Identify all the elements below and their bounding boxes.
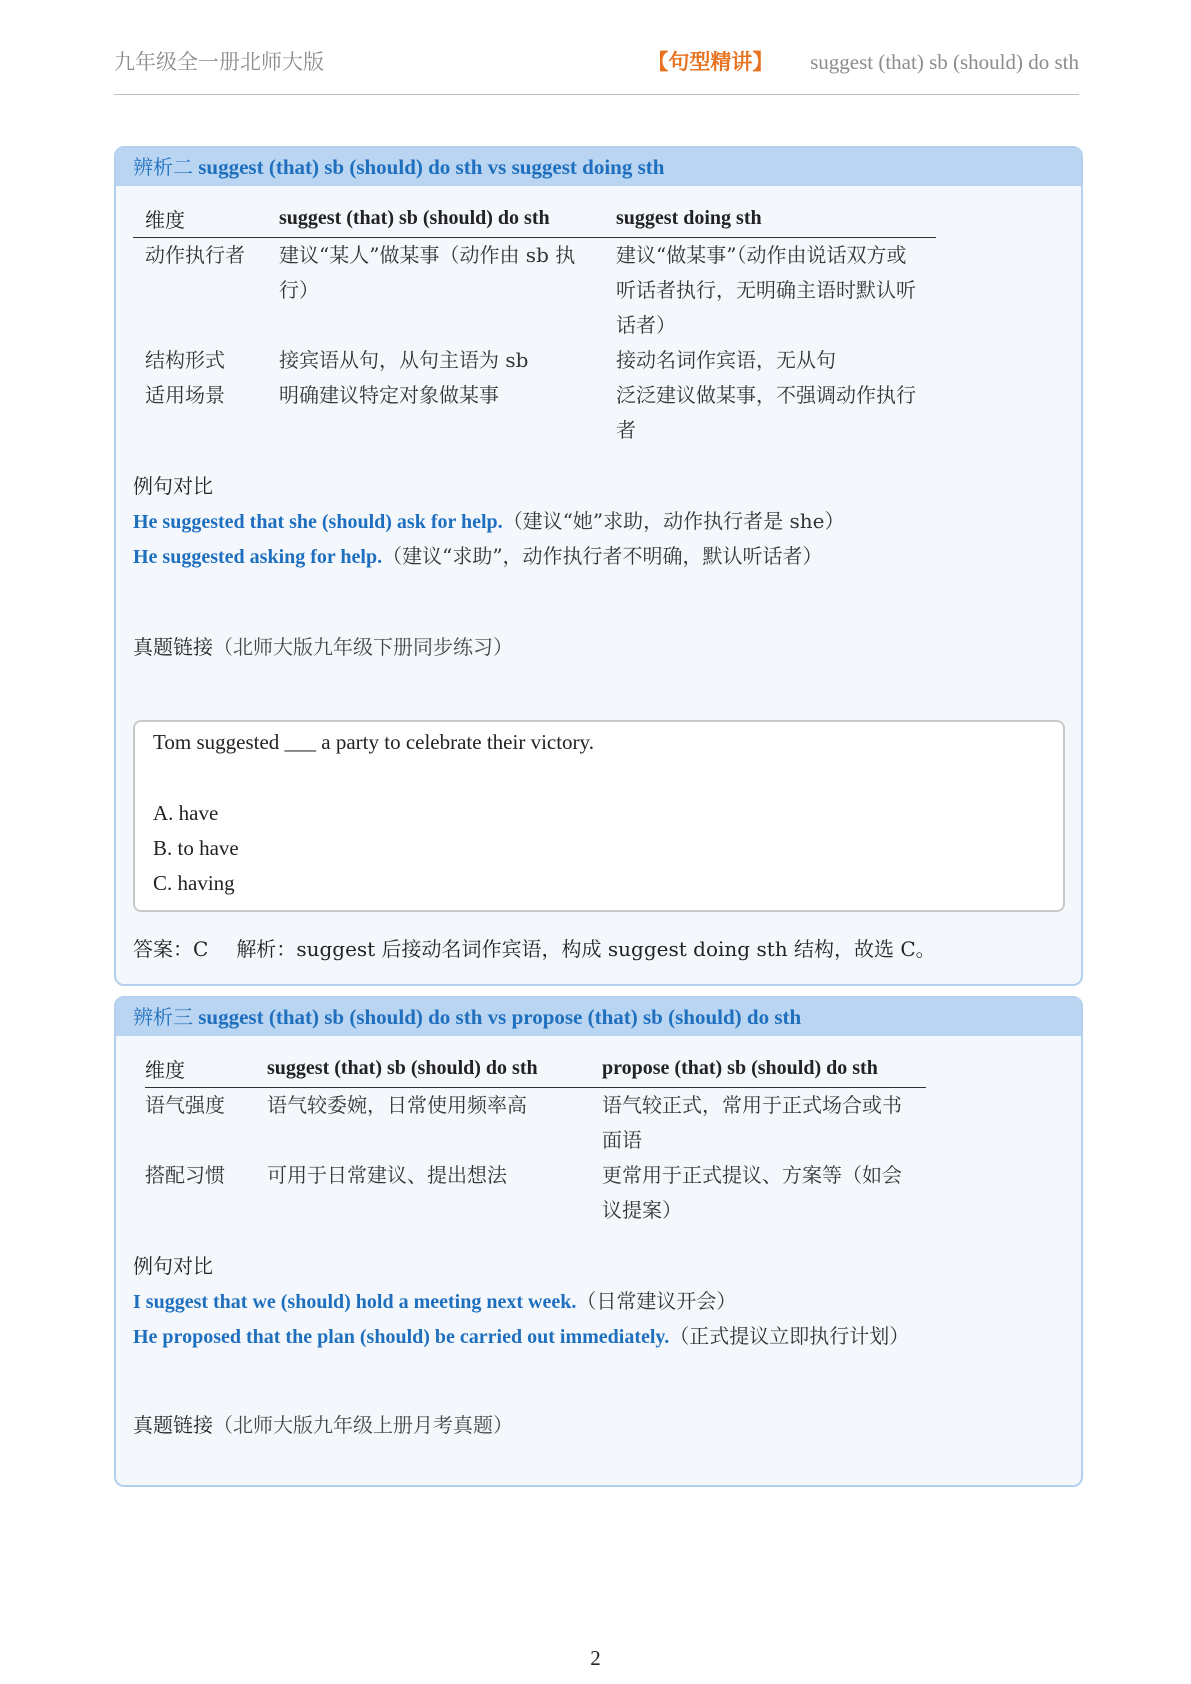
table-cell: 接宾语从句，从句主语为 sb bbox=[279, 348, 529, 372]
answer-label: 答案： bbox=[133, 937, 193, 961]
table-row bbox=[133, 378, 936, 448]
table-cell: 更常用于正式提议、方案等（如会议提案） bbox=[602, 1163, 902, 1222]
page-number: 2 bbox=[590, 1646, 601, 1670]
table-row bbox=[133, 238, 936, 344]
header-right bbox=[647, 46, 1079, 76]
quiz-option-a: A. have bbox=[153, 801, 219, 825]
table-cell: 接动名词作宾语，无从句 bbox=[616, 348, 836, 372]
panel-2-title-en: suggest (that) sb (should) do sth vs suggest doing sth bbox=[198, 155, 665, 179]
book-title: 九年级全一册北师大版 bbox=[114, 50, 324, 74]
exam-link-label: 真题链接 bbox=[133, 1413, 213, 1437]
section-tag: 【句型精讲】 bbox=[647, 49, 774, 74]
example-en: He suggested asking for help. bbox=[133, 546, 383, 568]
example-en: He suggested that she (should) ask for help. bbox=[133, 511, 503, 533]
header-topic: suggest (that) sb (should) do sth bbox=[810, 50, 1079, 74]
table-row bbox=[133, 343, 936, 378]
example-en: He proposed that the plan (should) be carried out immediately. bbox=[133, 1326, 670, 1348]
example-cn: （正式提议立即执行计划） bbox=[669, 1324, 910, 1348]
exam-link-source: （北师大版九年级上册月考真题） bbox=[213, 1413, 513, 1437]
quiz-box bbox=[133, 720, 1065, 912]
table-header-row bbox=[133, 198, 936, 238]
table-cell: 语气强度 bbox=[145, 1093, 225, 1117]
table-cell: 语气较委婉，日常使用频率高 bbox=[267, 1093, 527, 1117]
page-header bbox=[114, 44, 1079, 95]
exam-link-label: 真题链接 bbox=[133, 635, 213, 659]
exam-link bbox=[133, 631, 513, 660]
table-cell: 泛泛建议做某事，不强调动作执行者 bbox=[616, 383, 916, 442]
table-cell: 搭配习惯 bbox=[145, 1163, 225, 1187]
table-header-row bbox=[145, 1048, 926, 1088]
example-en: I suggest that we (should) hold a meeting next week. bbox=[133, 1291, 577, 1313]
table-header-cell: propose (that) sb (should) do sth bbox=[590, 1048, 926, 1088]
exam-link bbox=[133, 1409, 513, 1438]
answer-line bbox=[133, 933, 936, 962]
table-cell: 建议“做某事”（动作由说话双方或听话者执行，无明确主语时默认听话者） bbox=[616, 243, 916, 337]
example-cn: （日常建议开会） bbox=[576, 1289, 737, 1313]
table-header-cell: suggest (that) sb (should) do sth bbox=[267, 198, 604, 238]
table-header-cell: 维度 bbox=[145, 1048, 255, 1088]
panel-3-title bbox=[116, 998, 1081, 1036]
example-cn: （建议“她”求助，动作执行者是 she） bbox=[502, 509, 845, 533]
example-sentence bbox=[133, 540, 823, 569]
panel-3-title-en: suggest (that) sb (should) do sth vs propose (that) sb (should) do sth bbox=[198, 1005, 802, 1029]
quiz-stem: Tom suggested ___ a party to celebrate their victory. bbox=[153, 730, 594, 754]
table-header-cell: 维度 bbox=[133, 198, 267, 238]
panel-2-title bbox=[116, 148, 1081, 186]
examples-label: 例句对比 bbox=[133, 1254, 213, 1278]
table-cell: 适用场景 bbox=[145, 383, 225, 407]
exam-link-source: （北师大版九年级下册同步练习） bbox=[213, 635, 513, 659]
quiz-option-c: C. having bbox=[153, 871, 235, 895]
analysis-text: suggest 后接动名词作宾语，构成 suggest doing sth 结构，故选 C。 bbox=[296, 937, 936, 961]
comparison-table-2 bbox=[133, 198, 936, 448]
table-row bbox=[145, 1088, 926, 1159]
analysis-panel-2 bbox=[114, 146, 1083, 986]
example-sentence bbox=[133, 1285, 736, 1314]
table-cell: 动作执行者 bbox=[145, 243, 245, 267]
table-cell: 建议“某人”做某事（动作由 sb 执行） bbox=[279, 243, 576, 302]
panel-3-title-cn: 辨析三 bbox=[133, 1005, 193, 1029]
table-cell: 明确建议特定对象做某事 bbox=[279, 383, 499, 407]
analysis-label: 解析： bbox=[236, 937, 297, 961]
comparison-table-3 bbox=[145, 1048, 926, 1228]
table-header-cell: suggest (that) sb (should) do sth bbox=[255, 1048, 590, 1088]
table-cell: 语气较正式，常用于正式场合或书面语 bbox=[602, 1093, 902, 1152]
analysis-panel-3 bbox=[114, 996, 1083, 1487]
table-row bbox=[145, 1158, 926, 1228]
examples-label: 例句对比 bbox=[133, 474, 213, 498]
example-sentence bbox=[133, 505, 844, 534]
table-cell: 结构形式 bbox=[145, 348, 225, 372]
table-header-cell: suggest doing sth bbox=[604, 198, 936, 238]
table-cell: 可用于日常建议、提出想法 bbox=[267, 1163, 507, 1187]
example-sentence bbox=[133, 1320, 909, 1349]
example-cn: （建议“求助”，动作执行者不明确，默认听话者） bbox=[382, 544, 823, 568]
quiz-option-b: B. to have bbox=[153, 836, 239, 860]
answer-value: C bbox=[193, 937, 209, 961]
panel-2-title-cn: 辨析二 bbox=[133, 155, 193, 179]
